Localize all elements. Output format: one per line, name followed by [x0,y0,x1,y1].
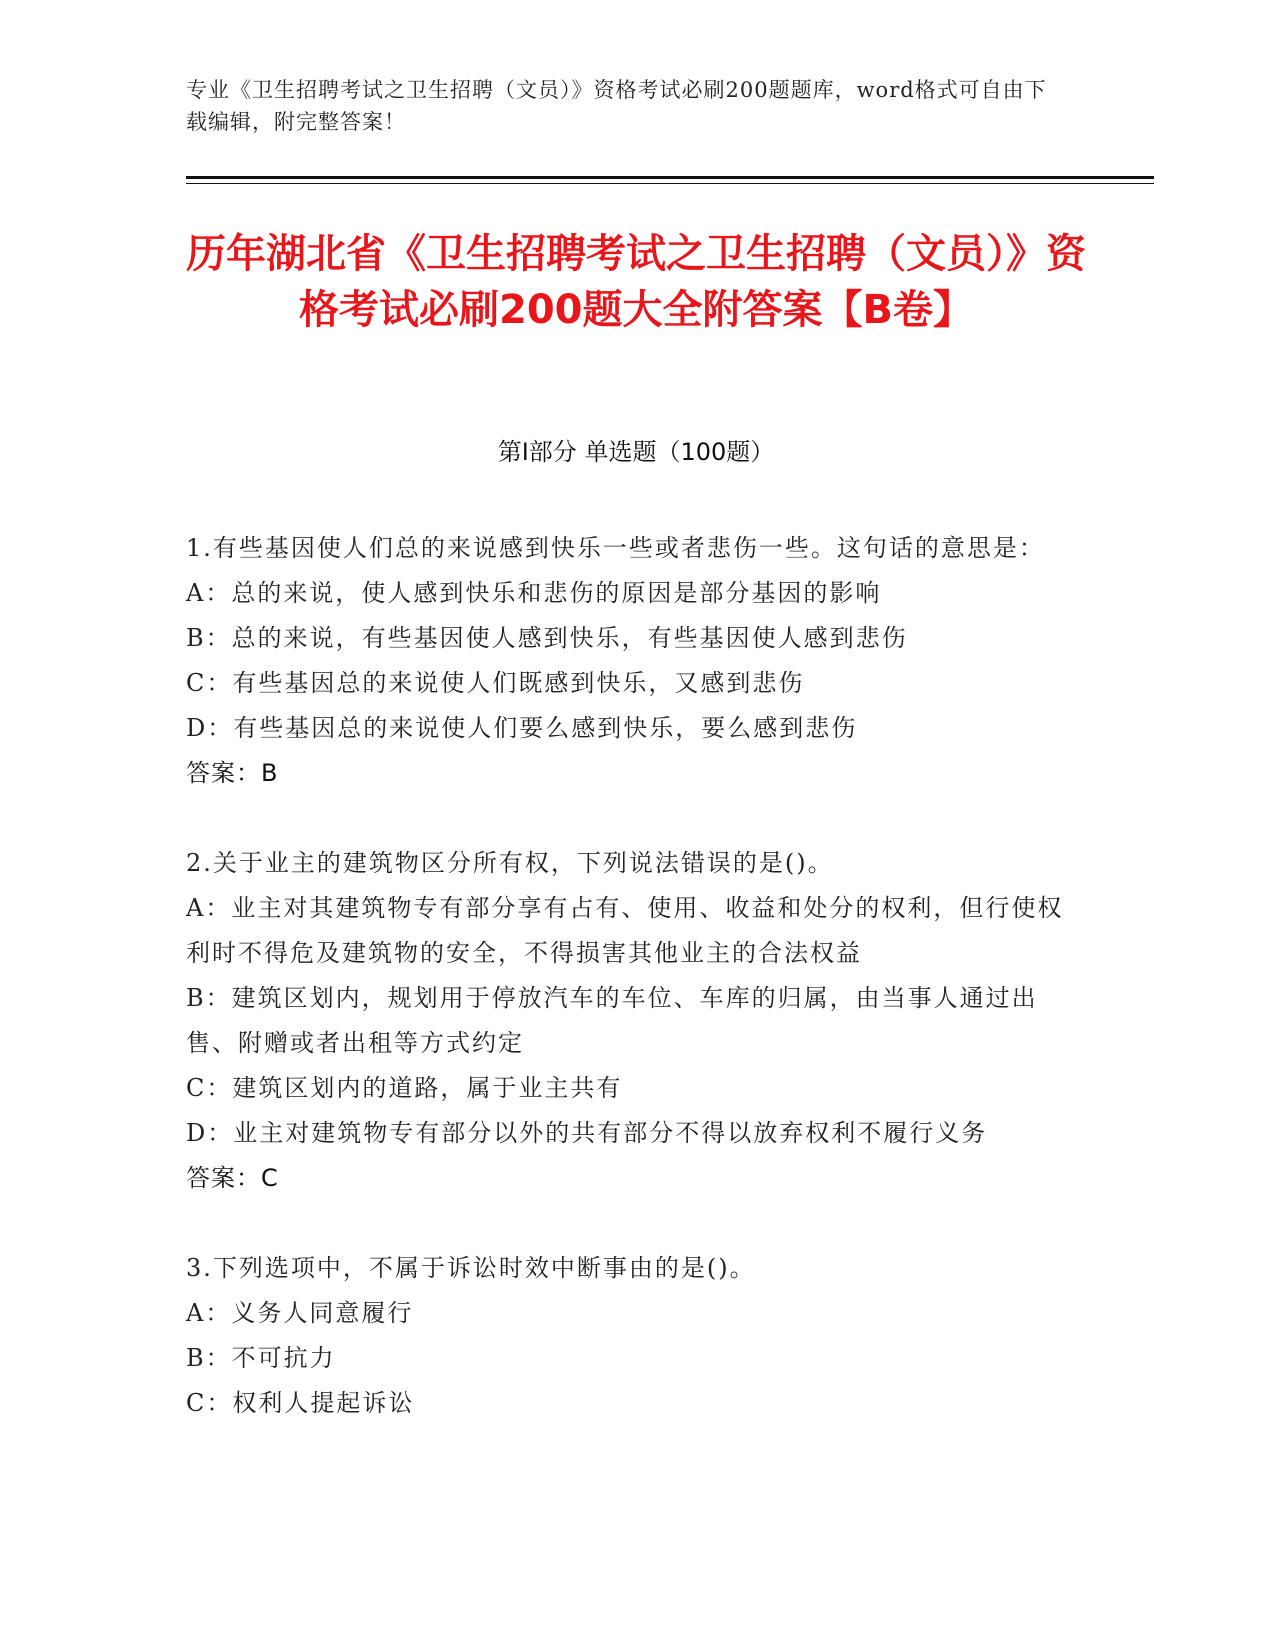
question-list [186,526,1066,1471]
question-text: 3.下列选项中，不属于诉讼时效中断事由的是()。 [186,1254,756,1282]
question-2 [186,841,1066,1201]
section-heading: 第I部分 单选题（100题） [497,438,775,466]
answer: 答案：B [186,759,279,787]
header-divider-thick [186,176,1154,179]
option-b: B：总的来说，有些基因使人感到快乐，有些基因使人感到悲伤 [186,624,908,652]
option-b: B：建筑区划内，规划用于停放汽车的车位、车库的归属，由当事人通过出售、附赠或者出租等方式约定 [186,984,1038,1057]
question-3 [186,1246,1066,1426]
question-text: 2.关于业主的建筑物区分所有权，下列说法错误的是()。 [186,849,834,877]
header-note: 专业《卫生招聘考试之卫生招聘（文员）》资格考试必刷200题题库，word格式可自由下载编辑，附完整答案！ [186,78,1047,134]
option-b: B：不可抗力 [186,1344,336,1372]
option-c: C：权利人提起诉讼 [186,1389,415,1417]
option-a: A：义务人同意履行 [186,1299,414,1327]
question-text: 1.有些基因使人们总的来说感到快乐一些或者悲伤一些。这句话的意思是： [186,534,1045,562]
header-divider-thin [186,183,1154,184]
answer: 答案：C [186,1164,279,1192]
option-a: A：业主对其建筑物专有部分享有占有、使用、收益和处分的权利，但行使权利时不得危及建筑物的安全，不得损害其他业主的合法权益 [186,894,1064,967]
option-a: A：总的来说，使人感到快乐和悲伤的原因是部分基因的影响 [186,579,882,607]
option-c: C：建筑区划内的道路，属于业主共有 [186,1074,623,1102]
option-d: D：有些基因总的来说使人们要么感到快乐，要么感到悲伤 [186,714,858,742]
question-1 [186,526,1066,796]
option-c: C：有些基因总的来说使人们既感到快乐，又感到悲伤 [186,669,805,697]
document-title: 历年湖北省《卫生招聘考试之卫生招聘（文员）》资格考试必刷200题大全附答案【B卷】 [186,231,1086,333]
option-d: D：业主对建筑物专有部分以外的共有部分不得以放弃权利不履行义务 [186,1119,988,1147]
